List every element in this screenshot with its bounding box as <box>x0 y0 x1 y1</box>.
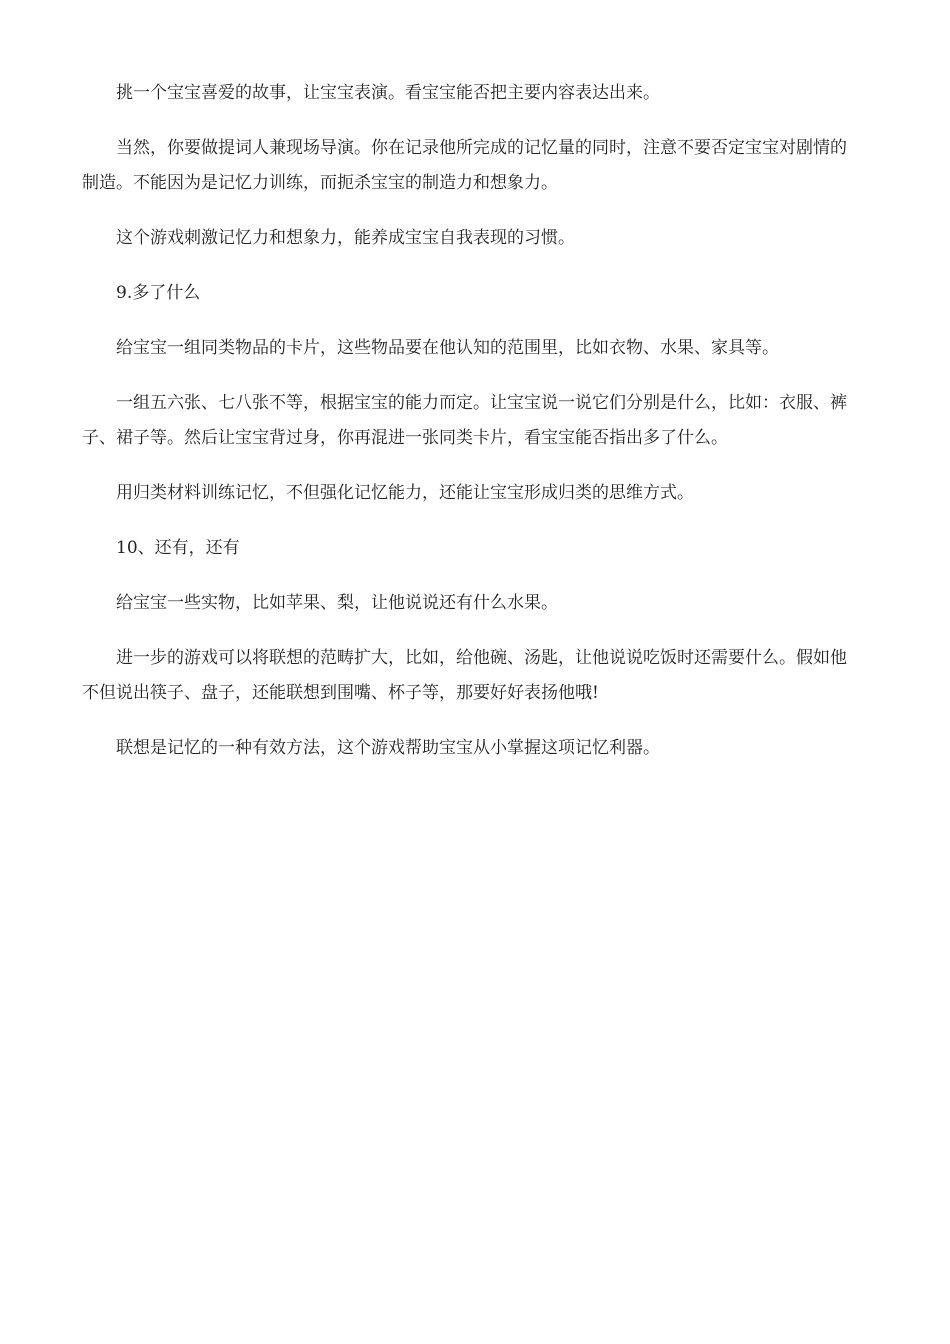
paragraph-categorization-benefit: 用归类材料训练记忆，不但强化记忆能力，还能让宝宝形成归类的思维方式。 <box>116 483 694 503</box>
paragraph-association-benefit: 联想是记忆的一种有效方法，这个游戏帮助宝宝从小掌握这项记忆利器。 <box>116 738 660 758</box>
paragraph-objects-intro: 给宝宝一些实物，比如苹果、梨，让他说说还有什么水果。 <box>116 593 558 613</box>
paragraph-prompter-director: 当然，你要做提词人兼现场导演。你在记录他所完成的记忆量的同时，注意不要否定宝宝对剧情的制造。不能因为是记忆力训练，而扼杀宝宝的制造力和想象力。 <box>82 138 847 193</box>
section-heading-10: 10、还有，还有 <box>116 538 240 558</box>
paragraph-association-extension: 进一步的游戏可以将联想的范畴扩大，比如，给他碗、汤匙，让他说说吃饭时还需要什么。假如他不但说出筷子、盘子，还能联想到围嘴、杯子等，那要好好表扬他哦! <box>82 648 847 703</box>
paragraph-cards-intro: 给宝宝一组同类物品的卡片，这些物品要在他认知的范围里，比如衣物、水果、家具等。 <box>116 338 779 358</box>
paragraph-story-performance: 挑一个宝宝喜爱的故事，让宝宝表演。看宝宝能否把主要内容表达出来。 <box>116 83 660 103</box>
document-body <box>82 76 858 786</box>
paragraph-cards-procedure: 一组五六张、七八张不等，根据宝宝的能力而定。让宝宝说一说它们分别是什么，比如：衣服、裤子、裙子等。然后让宝宝背过身，你再混进一张同类卡片，看宝宝能否指出多了什么。 <box>82 393 847 448</box>
section-heading-9: 9.多了什么 <box>116 283 201 303</box>
paragraph-game-benefit: 这个游戏刺激记忆力和想象力，能养成宝宝自我表现的习惯。 <box>116 228 575 248</box>
